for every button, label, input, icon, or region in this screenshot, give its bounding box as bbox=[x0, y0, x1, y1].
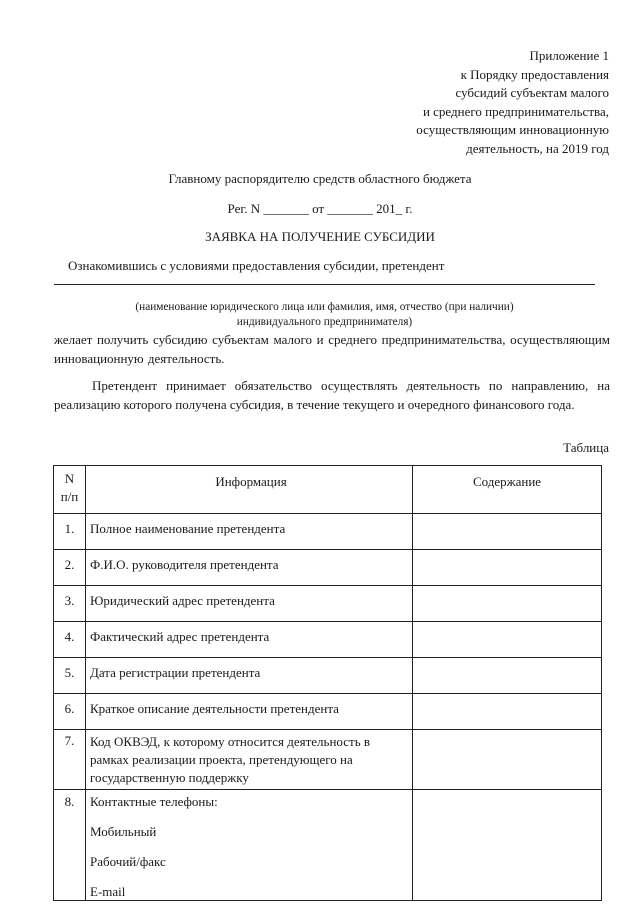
appendix-line: Приложение 1 bbox=[529, 48, 609, 63]
document-title: ЗАЯВКА НА ПОЛУЧЕНИЕ СУБСИДИИ bbox=[205, 229, 435, 244]
table-row bbox=[54, 550, 602, 586]
appendix-line: к Порядку предоставления bbox=[460, 66, 609, 82]
appendix-line: и среднего предпринимательства, bbox=[422, 103, 609, 119]
table-caption: Таблица bbox=[563, 440, 609, 455]
contact-mobile-label: Мобильный bbox=[90, 824, 157, 839]
application-table bbox=[53, 465, 602, 901]
row-info: Дата регистрации претендента bbox=[86, 658, 413, 694]
contacts-label: Контактные телефоны: bbox=[90, 794, 218, 809]
applicant-name-caption bbox=[54, 300, 595, 330]
header-info: Информация bbox=[86, 466, 413, 514]
row-number: 6. bbox=[54, 694, 86, 730]
table-row bbox=[54, 586, 602, 622]
row-number: 8. bbox=[54, 790, 86, 901]
appendix-heading bbox=[416, 47, 609, 159]
caption-line: индивидуального предпринимателя) bbox=[236, 316, 413, 328]
registration-line: Рег. N _______ от _______ 201_ г. bbox=[227, 201, 413, 216]
row-info: Ф.И.О. руководителя претендента bbox=[86, 550, 413, 586]
appendix-line: осуществляющим инновационную bbox=[416, 122, 609, 138]
header-number-pp: п/п bbox=[60, 489, 79, 504]
row-content-cell bbox=[413, 790, 602, 901]
table-header-row bbox=[54, 466, 602, 514]
addressee-line: Главному распорядителю средств областного бюджета bbox=[168, 171, 472, 186]
paragraph-intent: желает получить субсидию субъектам малого и среднего предпринимательства, осуществляющим инновационную деятельность. bbox=[54, 332, 610, 366]
row-number: 5. bbox=[54, 658, 86, 694]
header-content: Содержание bbox=[413, 466, 602, 514]
row-content-cell bbox=[413, 622, 602, 658]
table-row bbox=[54, 514, 602, 550]
row-number: 3. bbox=[54, 586, 86, 622]
row-info: Полное наименование претендента bbox=[86, 514, 413, 550]
row-info: Юридический адрес претендента bbox=[86, 586, 413, 622]
row-content-cell bbox=[413, 730, 602, 790]
row-info: Код ОКВЭД, к которому относится деятельность в рамках реализации проекта, претендующего на государственную поддержку bbox=[86, 730, 413, 790]
table-row bbox=[54, 694, 602, 730]
table-row bbox=[54, 730, 602, 790]
row-content-cell bbox=[413, 586, 602, 622]
header-number-n: N bbox=[64, 471, 75, 486]
contacts-info bbox=[86, 790, 413, 901]
caption-line: (наименование юридического лица или фамилия, имя, отчество (при наличии) bbox=[135, 301, 514, 313]
header-number bbox=[54, 466, 86, 514]
row-content-cell bbox=[413, 550, 602, 586]
appendix-line: субсидий субъектам малого bbox=[455, 85, 609, 101]
row-content-cell bbox=[413, 514, 602, 550]
row-info: Фактический адрес претендента bbox=[86, 622, 413, 658]
row-number: 1. bbox=[54, 514, 86, 550]
paragraph-obligation: Претендент принимает обязательство осуществлять деятельность по направлению, на реализацию которого получена субсидия, в течение текущего и очередного финансового года. bbox=[54, 378, 610, 412]
row-number: 4. bbox=[54, 622, 86, 658]
table-row bbox=[54, 622, 602, 658]
row-info: Краткое описание деятельности претендента bbox=[86, 694, 413, 730]
row-content-cell bbox=[413, 658, 602, 694]
row-number: 7. bbox=[54, 730, 86, 790]
intro-text: Ознакомившись с условиями предоставления субсидии, претендент bbox=[68, 258, 445, 273]
table-row bbox=[54, 658, 602, 694]
row-content-cell bbox=[413, 694, 602, 730]
table-row-contacts bbox=[54, 790, 602, 901]
contact-work-fax-label: Рабочий/факс bbox=[90, 854, 166, 869]
applicant-name-blank bbox=[54, 284, 595, 285]
appendix-line: деятельность, на 2019 год bbox=[466, 140, 609, 156]
contact-email-label: E-mail bbox=[90, 884, 126, 899]
row-number: 2. bbox=[54, 550, 86, 586]
